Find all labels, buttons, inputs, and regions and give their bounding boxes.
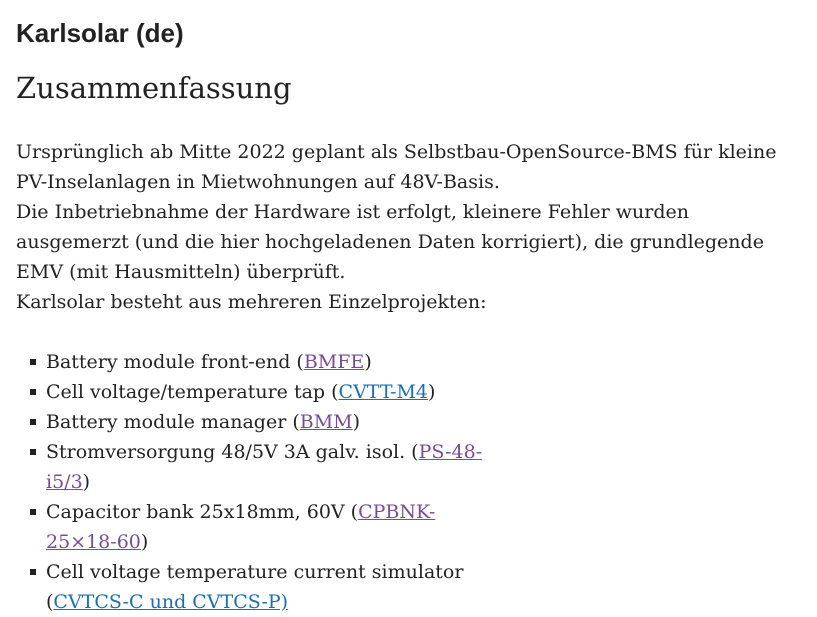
project-link-cpbnk[interactable]: CPBNK-25×18-60 [46, 501, 436, 553]
project-list [16, 347, 486, 617]
site-title: Karlsolar (de) [16, 18, 184, 48]
bullet-icon [30, 419, 36, 425]
project-link-ps-48[interactable]: PS-48-i5/3 [46, 441, 483, 493]
project-link-bmm[interactable]: BMM [299, 411, 353, 433]
project-label: Stromversorgung 48/5V 3A galv. isol. ( [46, 441, 419, 463]
list-item [16, 377, 486, 407]
project-label: Capacitor bank 25x18mm, 60V ( [46, 501, 359, 523]
bullet-icon [30, 449, 36, 455]
list-item [16, 437, 486, 497]
project-link-cvtt-m4[interactable]: CVTT-M4 [338, 381, 429, 403]
project-label-end: ) [82, 471, 91, 493]
project-label: Cell voltage temperature current simulator ( [46, 561, 464, 613]
list-item [16, 407, 486, 437]
bullet-icon [30, 359, 36, 365]
summary-paragraph: Karlsolar besteht aus mehreren Einzelprojekten: [16, 291, 487, 313]
project-label-end: ) [352, 411, 361, 433]
list-item [16, 347, 486, 377]
list-item [16, 557, 486, 617]
project-label-end: ) [140, 531, 149, 553]
project-label-end: ) [428, 381, 436, 403]
project-label: Cell voltage/temperature tap ( [46, 381, 339, 403]
project-label: Battery module manager ( [46, 411, 300, 433]
summary-paragraph: Ursprünglich ab Mitte 2022 geplant als Selbstbau-OpenSource-BMS für kleine PV-Inselanlagen in Mietwohnungen auf 48V-Basis. [16, 141, 777, 193]
list-item [16, 497, 486, 557]
project-label-end: ) [364, 351, 372, 373]
summary-paragraph: Die Inbetriebnahme der Hardware ist erfolgt, kleinere Fehler wurden ausgemerzt (und die hier hochgeladenen Daten korrigiert), die grundlegende EMV (mit Hausmitteln) überprüft. [16, 201, 764, 283]
bullet-icon [30, 389, 36, 395]
summary-text [16, 137, 806, 317]
project-label: Battery module front-end ( [46, 351, 304, 373]
project-link-bmfe[interactable]: BMFE [303, 351, 365, 373]
section-title: Zusammenfassung [16, 71, 292, 105]
project-link-cvtcs[interactable]: CVTCS-C und CVTCS-P) [53, 591, 289, 613]
bullet-icon [30, 569, 36, 575]
bullet-icon [30, 509, 36, 515]
